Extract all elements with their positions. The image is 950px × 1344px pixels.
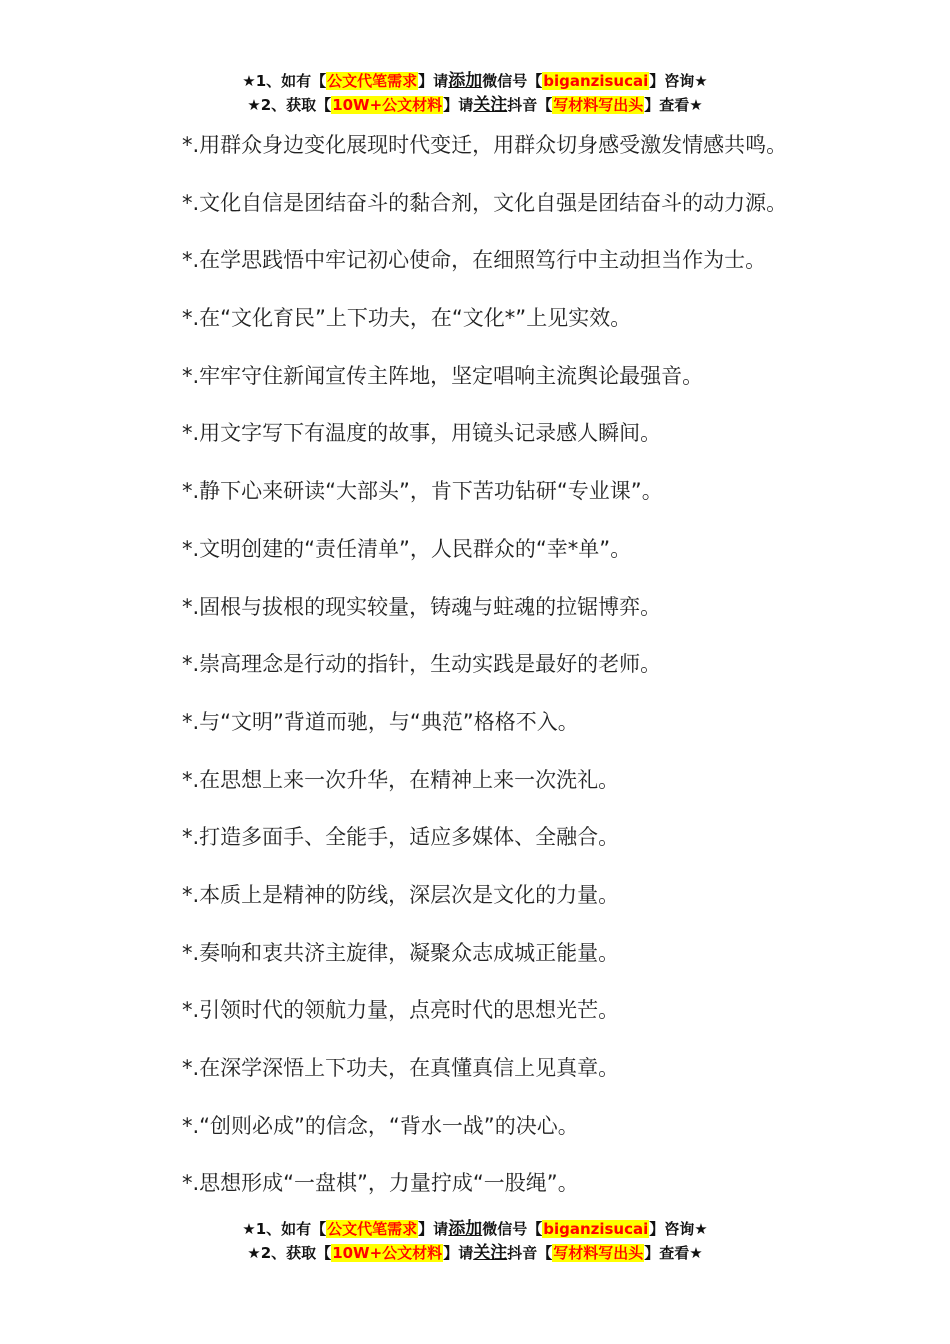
text-line: *.牢牢守住新闻宣传主阵地，坚定唱响主流舆论最强音。 [182,363,704,388]
banner-text: 微信号【 [482,1220,543,1238]
text-line: *.“创则必成”的信念，“背水一战”的决心。 [182,1113,579,1138]
highlight-materials: 10W+公文材料 [332,96,443,114]
text-line: *.打造多面手、全能手，适应多媒体、全融合。 [182,825,620,850]
text-line: *.用文字写下有温度的故事，用镜头记录感人瞬间。 [182,421,662,446]
text-line: *.在学思践悟中牢记初心使命，在细照笃行中主动担当作为士。 [182,248,767,273]
underlined-text: 添加 [448,1219,483,1239]
banner-text: 微信号【 [482,72,543,90]
highlight-douyin-account: 写材料写出头 [553,1244,644,1262]
banner-text: ★2、获取【 [247,1244,332,1262]
banner-text: ★1、如有【 [242,1220,327,1238]
banner-line-1 [0,69,950,93]
document-body [182,126,882,1222]
banner-text: ★1、如有【 [242,72,327,90]
banner-text: 抖音【 [507,1244,553,1262]
banner-text: 】请 [443,1244,474,1262]
underlined-text: 添加 [448,71,483,91]
highlight-wechat-id: biganzisucai [543,1220,649,1238]
underlined-text: 关注 [473,95,508,115]
underlined-text: 关注 [473,1243,508,1263]
banner-text: 抖音【 [507,96,553,114]
highlight-douyin-account: 写材料写出头 [553,96,644,114]
banner-text: 】查看★ [644,96,703,114]
text-line: *.本质上是精神的防线，深层次是文化的力量。 [182,882,620,907]
text-line: *.在深学深悟上下功夫，在真懂真信上见真章。 [182,1056,620,1080]
text-line: *.奏响和衷共济主旋律，凝聚众志成城正能量。 [182,940,620,965]
banner-text: 】咨询★ [649,72,708,90]
text-line: *.文化自信是团结奋斗的黏合剂，文化自强是团结奋斗的动力源。 [182,190,788,215]
text-line: *.静下心来研读“大部头”，肯下苦功钻研“专业课”。 [182,479,663,504]
text-line: *.在“文化育民”上下功夫，在“文化*”上见实效。 [182,306,632,331]
highlight-materials: 10W+公文材料 [332,1244,443,1262]
banner-text: 】查看★ [644,1244,703,1262]
banner-text: 】请 [418,72,449,90]
banner-text: 】咨询★ [649,1220,708,1238]
banner-text: ★2、获取【 [247,96,332,114]
banner-text: 】请 [443,96,474,114]
text-line: *.崇高理念是行动的指针，生动实践是最好的老师。 [182,652,662,677]
highlight-service: 公文代笔需求 [327,72,418,90]
text-line: *.在思想上来一次升华，在精神上来一次洗礼。 [182,767,620,792]
text-line: *.固根与拔根的现实较量，铸魂与蛀魂的拉锯博弈。 [182,594,662,619]
text-line: *.用群众身边变化展现时代变迁，用群众切身感受激发情感共鸣。 [182,133,788,157]
text-line: *.思想形成“一盘棋”，力量拧成“一股绳”。 [182,1171,579,1196]
banner-line-1 [0,1217,950,1241]
header-banner [0,69,950,117]
text-line: *.引领时代的领航力量，点亮时代的思想光芒。 [182,998,620,1023]
highlight-service: 公文代笔需求 [327,1220,418,1238]
footer-banner [0,1217,950,1265]
banner-line-2 [0,93,950,117]
banner-text: 】请 [418,1220,449,1238]
highlight-wechat-id: biganzisucai [543,72,649,90]
text-line: *.文明创建的“责任清单”，人民群众的“幸*单”。 [182,536,632,561]
text-line: *.与“文明”背道而驰，与“典范”格格不入。 [182,709,579,734]
banner-line-2 [0,1241,950,1265]
